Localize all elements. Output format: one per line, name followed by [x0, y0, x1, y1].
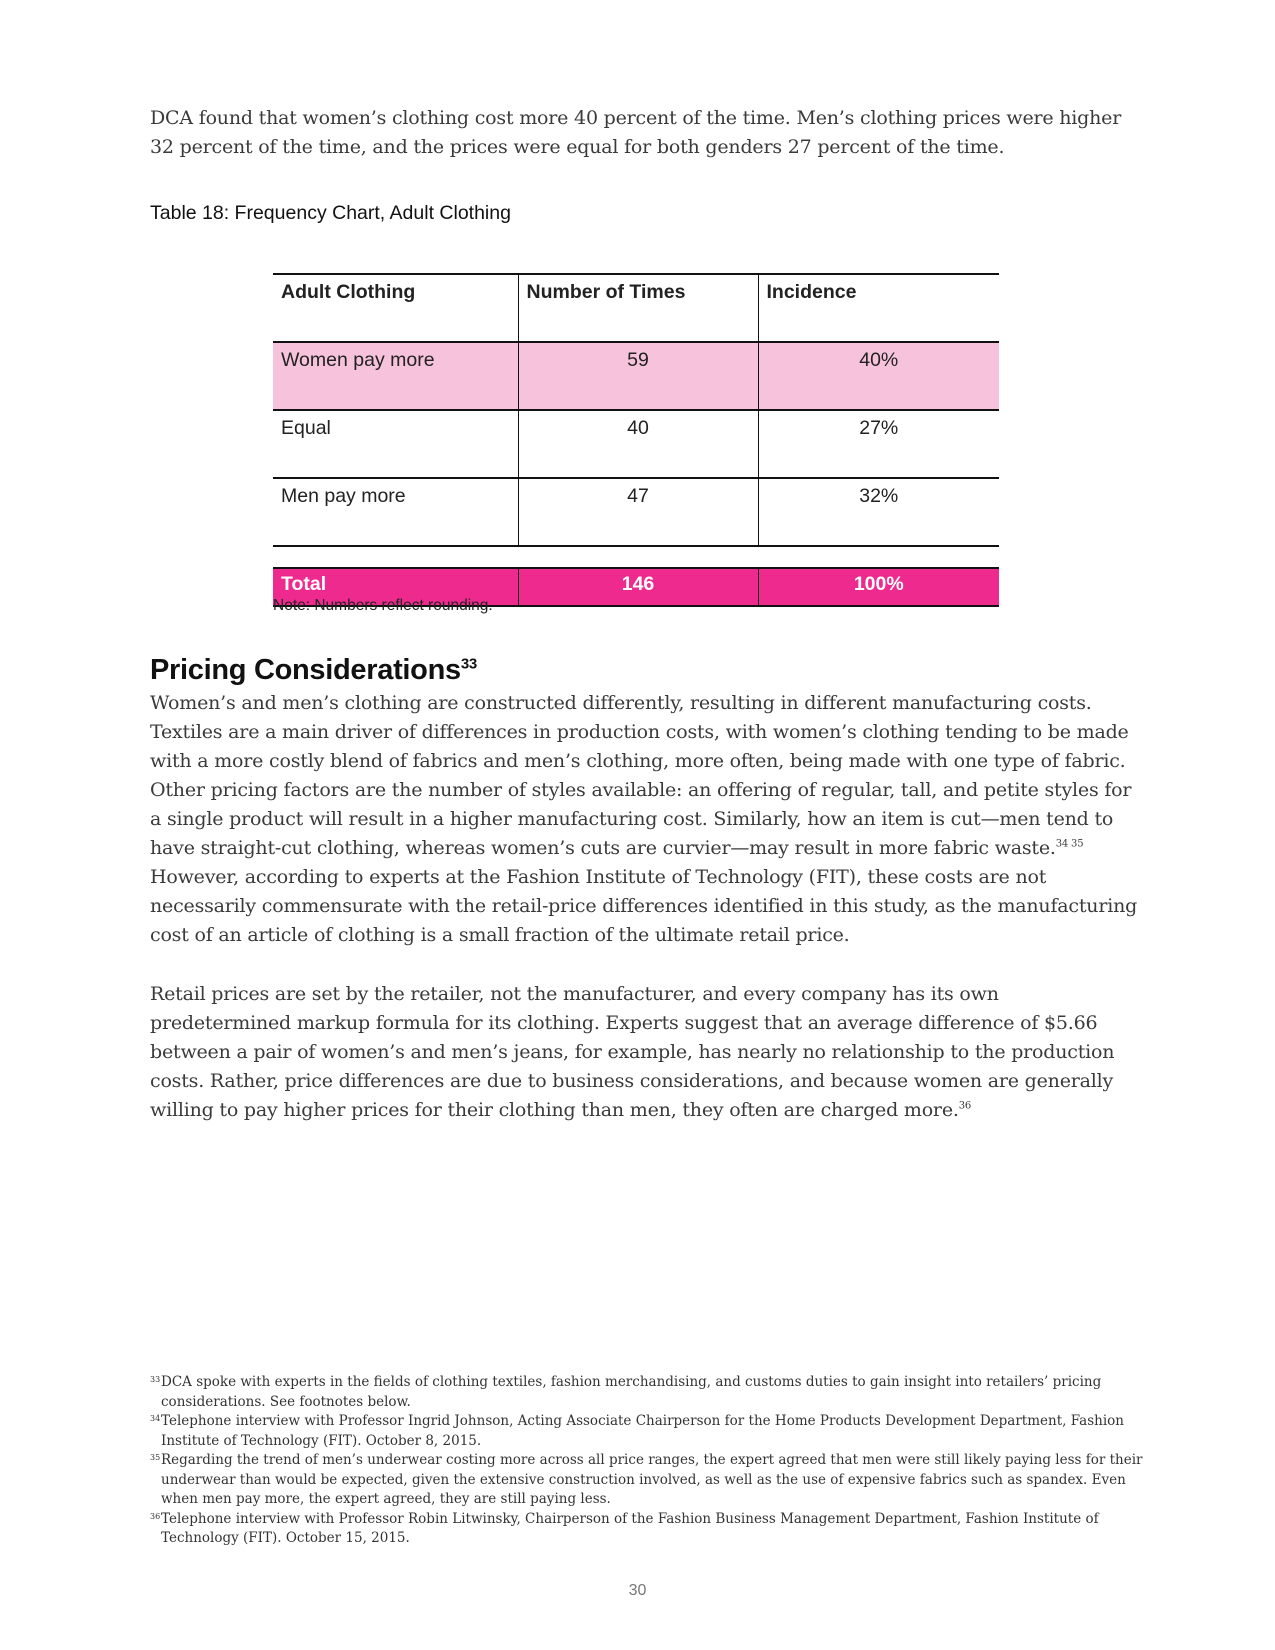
cell-incidence: 27% — [758, 410, 999, 478]
intro-paragraph: DCA found that women’s clothing cost more 40 percent of the time. Men’s clothing prices were higher 32 percent of the time, and the prices were equal for both genders 27 percent of the time. — [150, 107, 1122, 158]
cell-number-of-times: 40 — [518, 410, 758, 478]
footnote-ref: 33 — [460, 655, 477, 673]
section-title-text: Pricing Considerations — [150, 654, 461, 686]
table-note: Note: Numbers reflect rounding. — [273, 597, 493, 614]
footnote-number: 33 — [150, 1375, 161, 1384]
cell-incidence: 32% — [758, 478, 999, 546]
column-header: Adult Clothing — [273, 274, 518, 342]
row-label: Women pay more — [273, 342, 518, 410]
total-number-of-times: 146 — [518, 568, 758, 606]
total-label: Total — [273, 568, 518, 606]
footnote-text: Regarding the trend of men’s underwear costing more across all price ranges, the expert agreed that men were still likely paying less for their underwear than would be expected, given the extensive construction involved, as well as the use of expensive fabrics such as spandex. Even when men pay more, the expert agreed, they are still paying less. — [161, 1452, 1143, 1507]
footnote-number: 36 — [150, 1511, 161, 1521]
section-title — [150, 654, 477, 687]
table-row — [273, 342, 999, 410]
table-caption: Table 18: Frequency Chart, Adult Clothing — [150, 202, 511, 224]
footnote-ref: 34 35 — [1055, 838, 1084, 850]
row-label: Equal — [273, 410, 518, 478]
table-header-row — [273, 274, 999, 342]
page-number: 30 — [628, 1582, 647, 1599]
table-row — [273, 478, 999, 546]
total-incidence: 100% — [758, 568, 999, 606]
footnote-text: DCA spoke with experts in the fields of clothing textiles, fashion merchandising, and customs duties to gain insight into retailers’ pricing considerations. See footnotes below. — [161, 1374, 1102, 1410]
footnote — [150, 1510, 1145, 1549]
paragraph-text: Women’s and men’s clothing are constructed differently, resulting in different manufacturing costs. Textiles are a main driver of differences in production costs, with women’s clothing tending to be made with a more costly blend of fabrics and men’s clothing, more often, being made with one type of fabric. Other pricing factors are the number of styles available: an offering of regular, tall, and petite styles for a single product will result in a higher manufacturing cost. Similarly, how an item is cut—men tend to have straight-cut clothing, whereas women’s cuts are curvier—may result in more fabric waste. — [150, 692, 1132, 859]
footnote-text: Telephone interview with Professor Ingrid Johnson, Acting Associate Chairperson for the Home Products Development Department, Fashion Institute of Technology (FIT). October 8, 2015. — [161, 1413, 1124, 1449]
footnote-number: 35 — [150, 1453, 161, 1462]
column-header: Number of Times — [518, 274, 758, 342]
footnotes — [150, 1373, 1145, 1549]
paragraph-text: Retail prices are set by the retailer, not the manufacturer, and every company has its own predetermined markup formula for its clothing. Experts suggest that an average difference of $5.66 between a pair of women’s and men’s jeans, for example, has nearly no relationship to the production costs. Rather, price differences are due to business considerations, and because women are generally willing to pay higher prices for their clothing than men, they often are charged more. — [150, 983, 1115, 1121]
footnote — [150, 1412, 1145, 1451]
cell-number-of-times: 59 — [518, 342, 758, 410]
table-spacer — [273, 546, 999, 568]
paragraph-text: However, according to experts at the Fashion Institute of Technology (FIT), these costs are not necessarily commensurate with the retail-price differences identified in this study, as the manufacturing cost of an article of clothing is a small fraction of the ultimate retail price. — [150, 866, 1138, 946]
footnote — [150, 1451, 1145, 1510]
footnote — [150, 1373, 1145, 1412]
body-paragraph — [150, 689, 1140, 950]
footnote-text: Telephone interview with Professor Robin Litwinsky, Chairperson of the Fashion Business Management Department, Fashion Institute of Technology (FIT). October 15, 2015. — [161, 1510, 1099, 1546]
footnote-ref: 36 — [958, 1100, 972, 1112]
cell-incidence: 40% — [758, 342, 999, 410]
cell-number-of-times: 47 — [518, 478, 758, 546]
frequency-table — [273, 273, 999, 607]
row-label: Men pay more — [273, 478, 518, 546]
body-paragraph — [150, 980, 1140, 1125]
table-row — [273, 410, 999, 478]
column-header: Incidence — [758, 274, 999, 342]
footnote-number: 34 — [150, 1414, 161, 1423]
